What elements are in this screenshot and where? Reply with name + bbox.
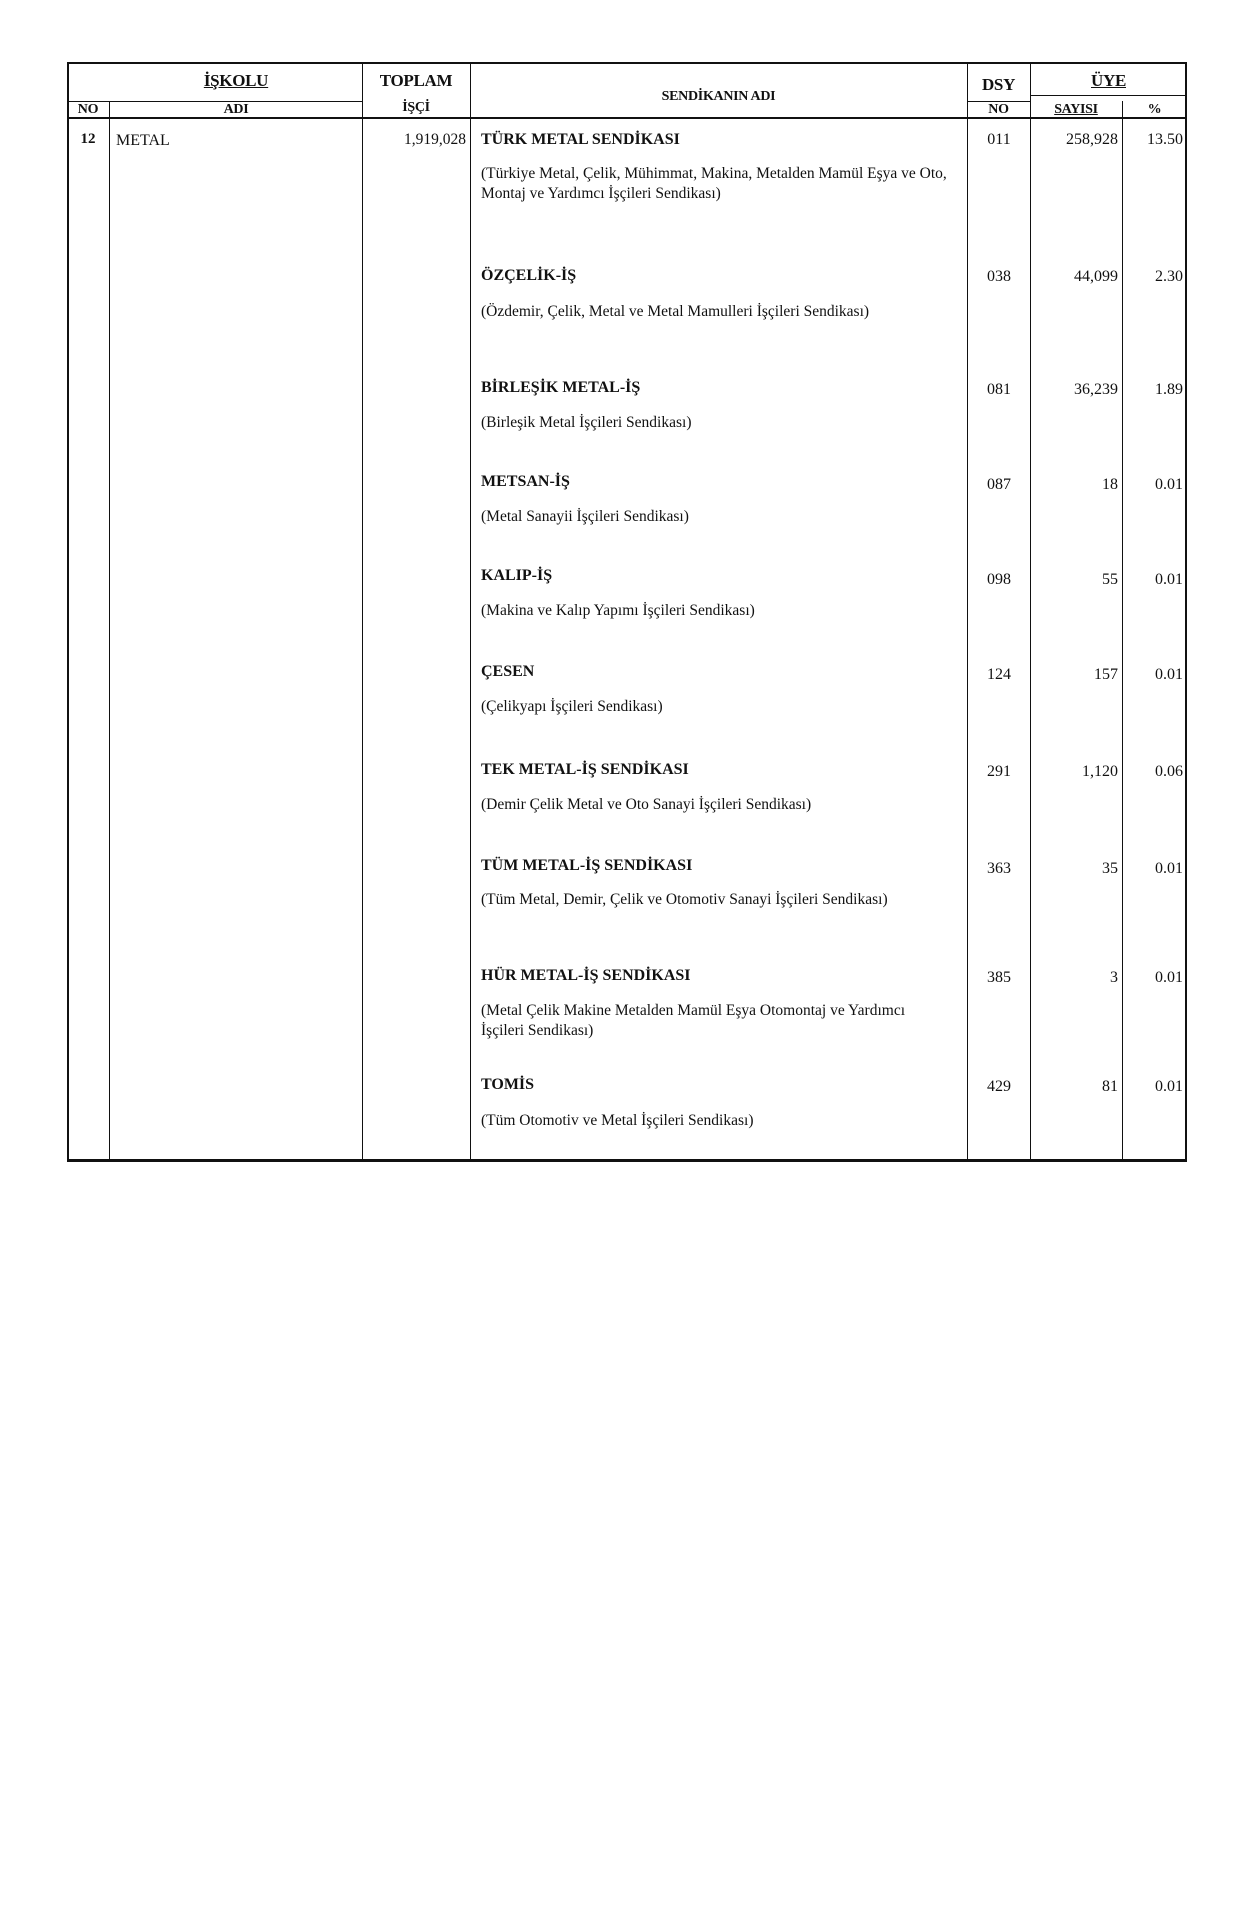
union-full-name: (Çelikyapı İşçileri Sendikası) [481, 698, 663, 715]
member-count: 36,239 [1074, 381, 1118, 398]
member-percentage: 0.01 [1155, 1078, 1183, 1095]
union-name: TÜM METAL-İŞ SENDİKASI [481, 857, 693, 874]
union-full-name: (Metal Sanayii İşçileri Sendikası) [481, 508, 689, 525]
column-divider [967, 62, 968, 1162]
union-full-name: (Tüm Metal, Demir, Çelik ve Otomotiv Sanayi İşçileri Sendikası) [481, 891, 888, 908]
member-percentage: 0.01 [1155, 476, 1183, 493]
union-full-name: (Makina ve Kalıp Yapımı İşçileri Sendikası) [481, 602, 755, 619]
union-name: TEK METAL-İŞ SENDİKASI [481, 761, 689, 778]
member-count: 44,099 [1074, 268, 1118, 285]
dsy-number: 124 [987, 666, 1011, 683]
dsy-number: 429 [987, 1078, 1011, 1095]
union-name: ÖZÇELİK-İŞ [481, 267, 577, 284]
dsy-number: 087 [987, 476, 1011, 493]
column-divider [362, 62, 363, 1162]
member-percentage: 1.89 [1155, 381, 1183, 398]
member-count: 35 [1102, 860, 1118, 877]
header-sendika-adi: SENDİKANIN ADI [661, 89, 776, 104]
union-full-name: (Birleşik Metal İşçileri Sendikası) [481, 414, 692, 431]
header-bottom-rule [67, 117, 1187, 119]
header-dsy-no: NO [988, 102, 1009, 117]
dsy-number: 291 [987, 763, 1011, 780]
member-count: 157 [1094, 666, 1118, 683]
header-no: NO [77, 102, 99, 117]
column-divider [109, 101, 110, 1162]
member-percentage: 0.01 [1155, 666, 1183, 683]
header-sayisi: SAYISI [1054, 102, 1098, 117]
member-count: 258,928 [1066, 131, 1118, 148]
union-name: KALIP-İŞ [481, 567, 553, 584]
member-count: 81 [1102, 1078, 1118, 1095]
dsy-number: 038 [987, 268, 1011, 285]
union-full-name: (Metal Çelik Makine Metalden Mamül Eşya Otomontaj ve Yardımcı İşçileri Sendikası) [481, 1002, 906, 1040]
header-iskolu: İŞKOLU [203, 71, 269, 90]
member-count: 1,120 [1082, 763, 1118, 780]
union-name: BİRLEŞİK METAL-İŞ [481, 379, 641, 396]
header-dsy: DSY [981, 75, 1016, 94]
union-name: TÜRK METAL SENDİKASI [481, 131, 680, 148]
union-name: TOMİS [481, 1076, 535, 1093]
sector-no: 12 [80, 131, 96, 147]
union-full-name: (Özdemir, Çelik, Metal ve Metal Mamulleri İşçileri Sendikası) [481, 303, 870, 320]
member-percentage: 0.01 [1155, 571, 1183, 588]
header-divider [67, 101, 362, 102]
union-full-name: (Demir Çelik Metal ve Oto Sanayi İşçileri Sendikası) [481, 796, 812, 813]
member-percentage: 0.06 [1155, 763, 1183, 780]
header-adi: ADI [223, 102, 249, 117]
dsy-number: 098 [987, 571, 1011, 588]
member-count: 3 [1110, 969, 1118, 986]
header-yuzde: % [1147, 102, 1162, 117]
column-divider [1030, 62, 1031, 1162]
union-name: ÇESEN [481, 663, 535, 680]
union-name: HÜR METAL-İŞ SENDİKASI [481, 967, 691, 984]
header-divider [1030, 95, 1187, 96]
union-full-name: (Tüm Otomotiv ve Metal İşçileri Sendikası) [481, 1112, 754, 1129]
sector-name: METAL [116, 132, 170, 149]
member-percentage: 13.50 [1147, 131, 1183, 148]
member-percentage: 0.01 [1155, 969, 1183, 986]
union-full-name: (Türkiye Metal, Çelik, Mühimmat, Makina, Metalden Mamül Eşya ve Oto, Montaj ve Yardımcı İşçileri Sendikası) [481, 165, 947, 203]
member-count: 18 [1102, 476, 1118, 493]
union-name: METSAN-İŞ [481, 473, 570, 490]
column-divider [470, 62, 471, 1162]
dsy-number: 385 [987, 969, 1011, 986]
dsy-number: 011 [987, 131, 1011, 148]
header-uye: ÜYE [1091, 71, 1126, 90]
column-divider [1122, 101, 1123, 1162]
member-count: 55 [1102, 571, 1118, 588]
member-percentage: 2.30 [1155, 268, 1183, 285]
dsy-number: 081 [987, 381, 1011, 398]
member-percentage: 0.01 [1155, 860, 1183, 877]
header-isci: İŞÇİ [402, 100, 430, 115]
sector-total-workers: 1,919,028 [404, 131, 466, 148]
dsy-number: 363 [987, 860, 1011, 877]
header-toplam: TOPLAM [379, 71, 453, 90]
